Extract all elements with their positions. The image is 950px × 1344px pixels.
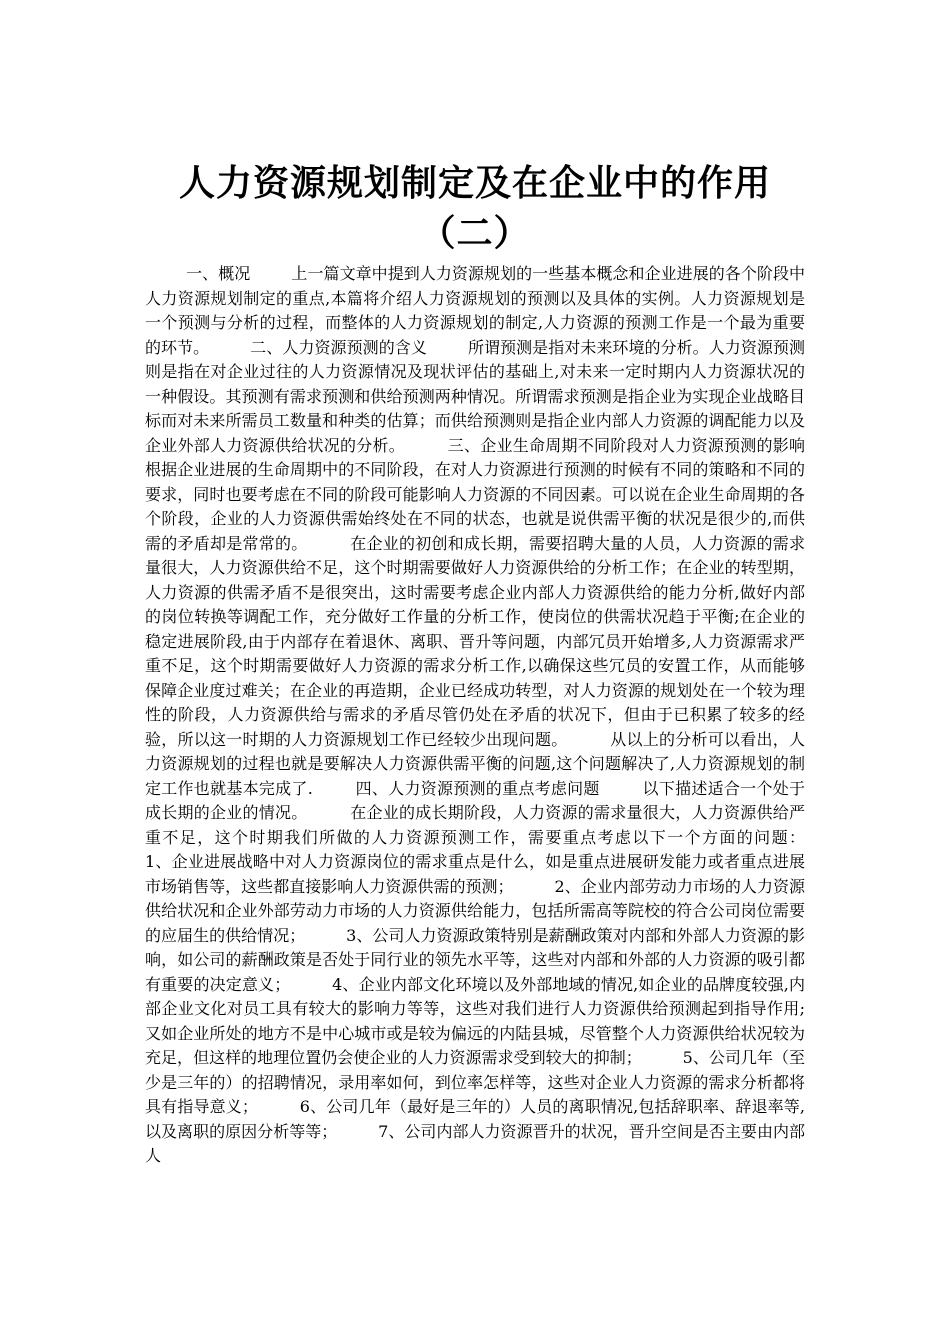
document-title: 人力资源规划制定及在企业中的作用（二） [178, 162, 771, 254]
document-body-text: 一、概况 上一篇文章中提到人力资源规划的一些基本概念和企业进展的各个阶段中人力资源规划制定的重点,本篇将介绍人力资源规划的预测以及具体的实例。人力资源规划是一个预测与分析的过程，而整体的人力资源规划的制定,人力资源的预测工作是一个最为重要的环节。 二、人力资源预测的含义 所谓预测是指对未来环境的分析。人力资源预测则是指在对企业过往的人力资源情况及现状评估的基础上,对未来一定时期内人力资源状况的一种假设。其预测有需求预测和供给预测两种情况。所谓需求预测是指企业为实现企业战略目标而对未来所需员工数量和种类的估算；而供给预测则是指企业内部人力资源的调配能力以及企业外部人力资源供给状况的分析。 三、企业生命周期不同阶段对人力资源预测的影响 根据企业进展的生命周期中的不同阶段，在对人力资源进行预测的时候有不同的策略和不同的要求，同时也要考虑在不同的阶段可能影响人力资源的不同因素。可以说在企业生命周期的各个阶段，企业的人力资源供需始终处在不同的状态，也就是说供需平衡的状况是很少的,而供需的矛盾却是常常的。 在企业的初创和成长期，需要招聘大量的人员，人力资源的需求量很大，人力资源供给不足，这个时期需要做好人力资源供给的分析工作；在企业的转型期，人力资源的供需矛盾不是很突出，这时需要考虑企业内部人力资源供给的能力分析,做好内部的岗位转换等调配工作，充分做好工作量的分析工作，使岗位的供需状况趋于平衡;在企业的稳定进展阶段,由于内部存在着退休、离职、晋升等问题，内部冗员开始增多,人力资源需求严重不足，这个时期需要做好人力资源的需求分析工作,以确保这些冗员的安置工作，从而能够保障企业度过难关；在企业的再造期，企业已经成功转型，对人力资源的规划处在一个较为理性的阶段，人力资源供给与需求的矛盾尽管仍处在矛盾的状况下，但由于已积累了较多的经验，所以这一时期的人力资源规划工作已经较少出现问题。 从以上的分析可以看出，人力资源规划的过程也就是要解决人力资源供需平衡的问题,这个问题解决了,人力资源规划的制定工作也就基本完成了. 四、人力资源预测的重点考虑问题 以下描述适合一个处于成长期的企业的情况。 在企业的成长期阶段，人力资源的需求量很大，人力资源供给严重不足，这个时期我们所做的人力资源预测工作，需要重点考虑以下一个方面的问题： 1、企业进展战略中对人力资源岗位的需求重点是什么，如是重点进展研发能力或者重点进展市场销售等，这些都直接影响人力资源供需的预测； 2、企业内部劳动力市场的人力资源供给状况和企业外部劳动力市场的人力资源供给能力，包括所需高等院校的符合公司岗位需要的应届生的供给情况； 3、公司人力资源政策特别是薪酬政策对内部和外部人力资源的影响，如公司的薪酬政策是否处于同行业的领先水平等，这些对内部和外部的人力资源的吸引都有重要的决定意义； 4、企业内部文化环境以及外部地域的情况,如企业的品牌度较强,内部企业文化对员工具有较大的影响力等等，这些对我们进行人力资源供给预测起到指导作用;又如企业所处的地方不是中心城市或是较为偏远的内陆县城，尽管整个人力资源供给状况较为充足，但这样的地理位置仍会使企业的人力资源需求受到较大的抑制； 5、公司几年（至少是三年的）的招聘情况，录用率如何，到位率怎样等，这些对企业人力资源的需求分析都将具有指导意义； 6、公司几年（最好是三年的）人员的离职情况,包括辞职率、辞退率等,以及离职的原因分析等等； 7、公司内部人力资源晋升的状况，晋升空间是否主要由内部人 [145, 264, 846, 1165]
